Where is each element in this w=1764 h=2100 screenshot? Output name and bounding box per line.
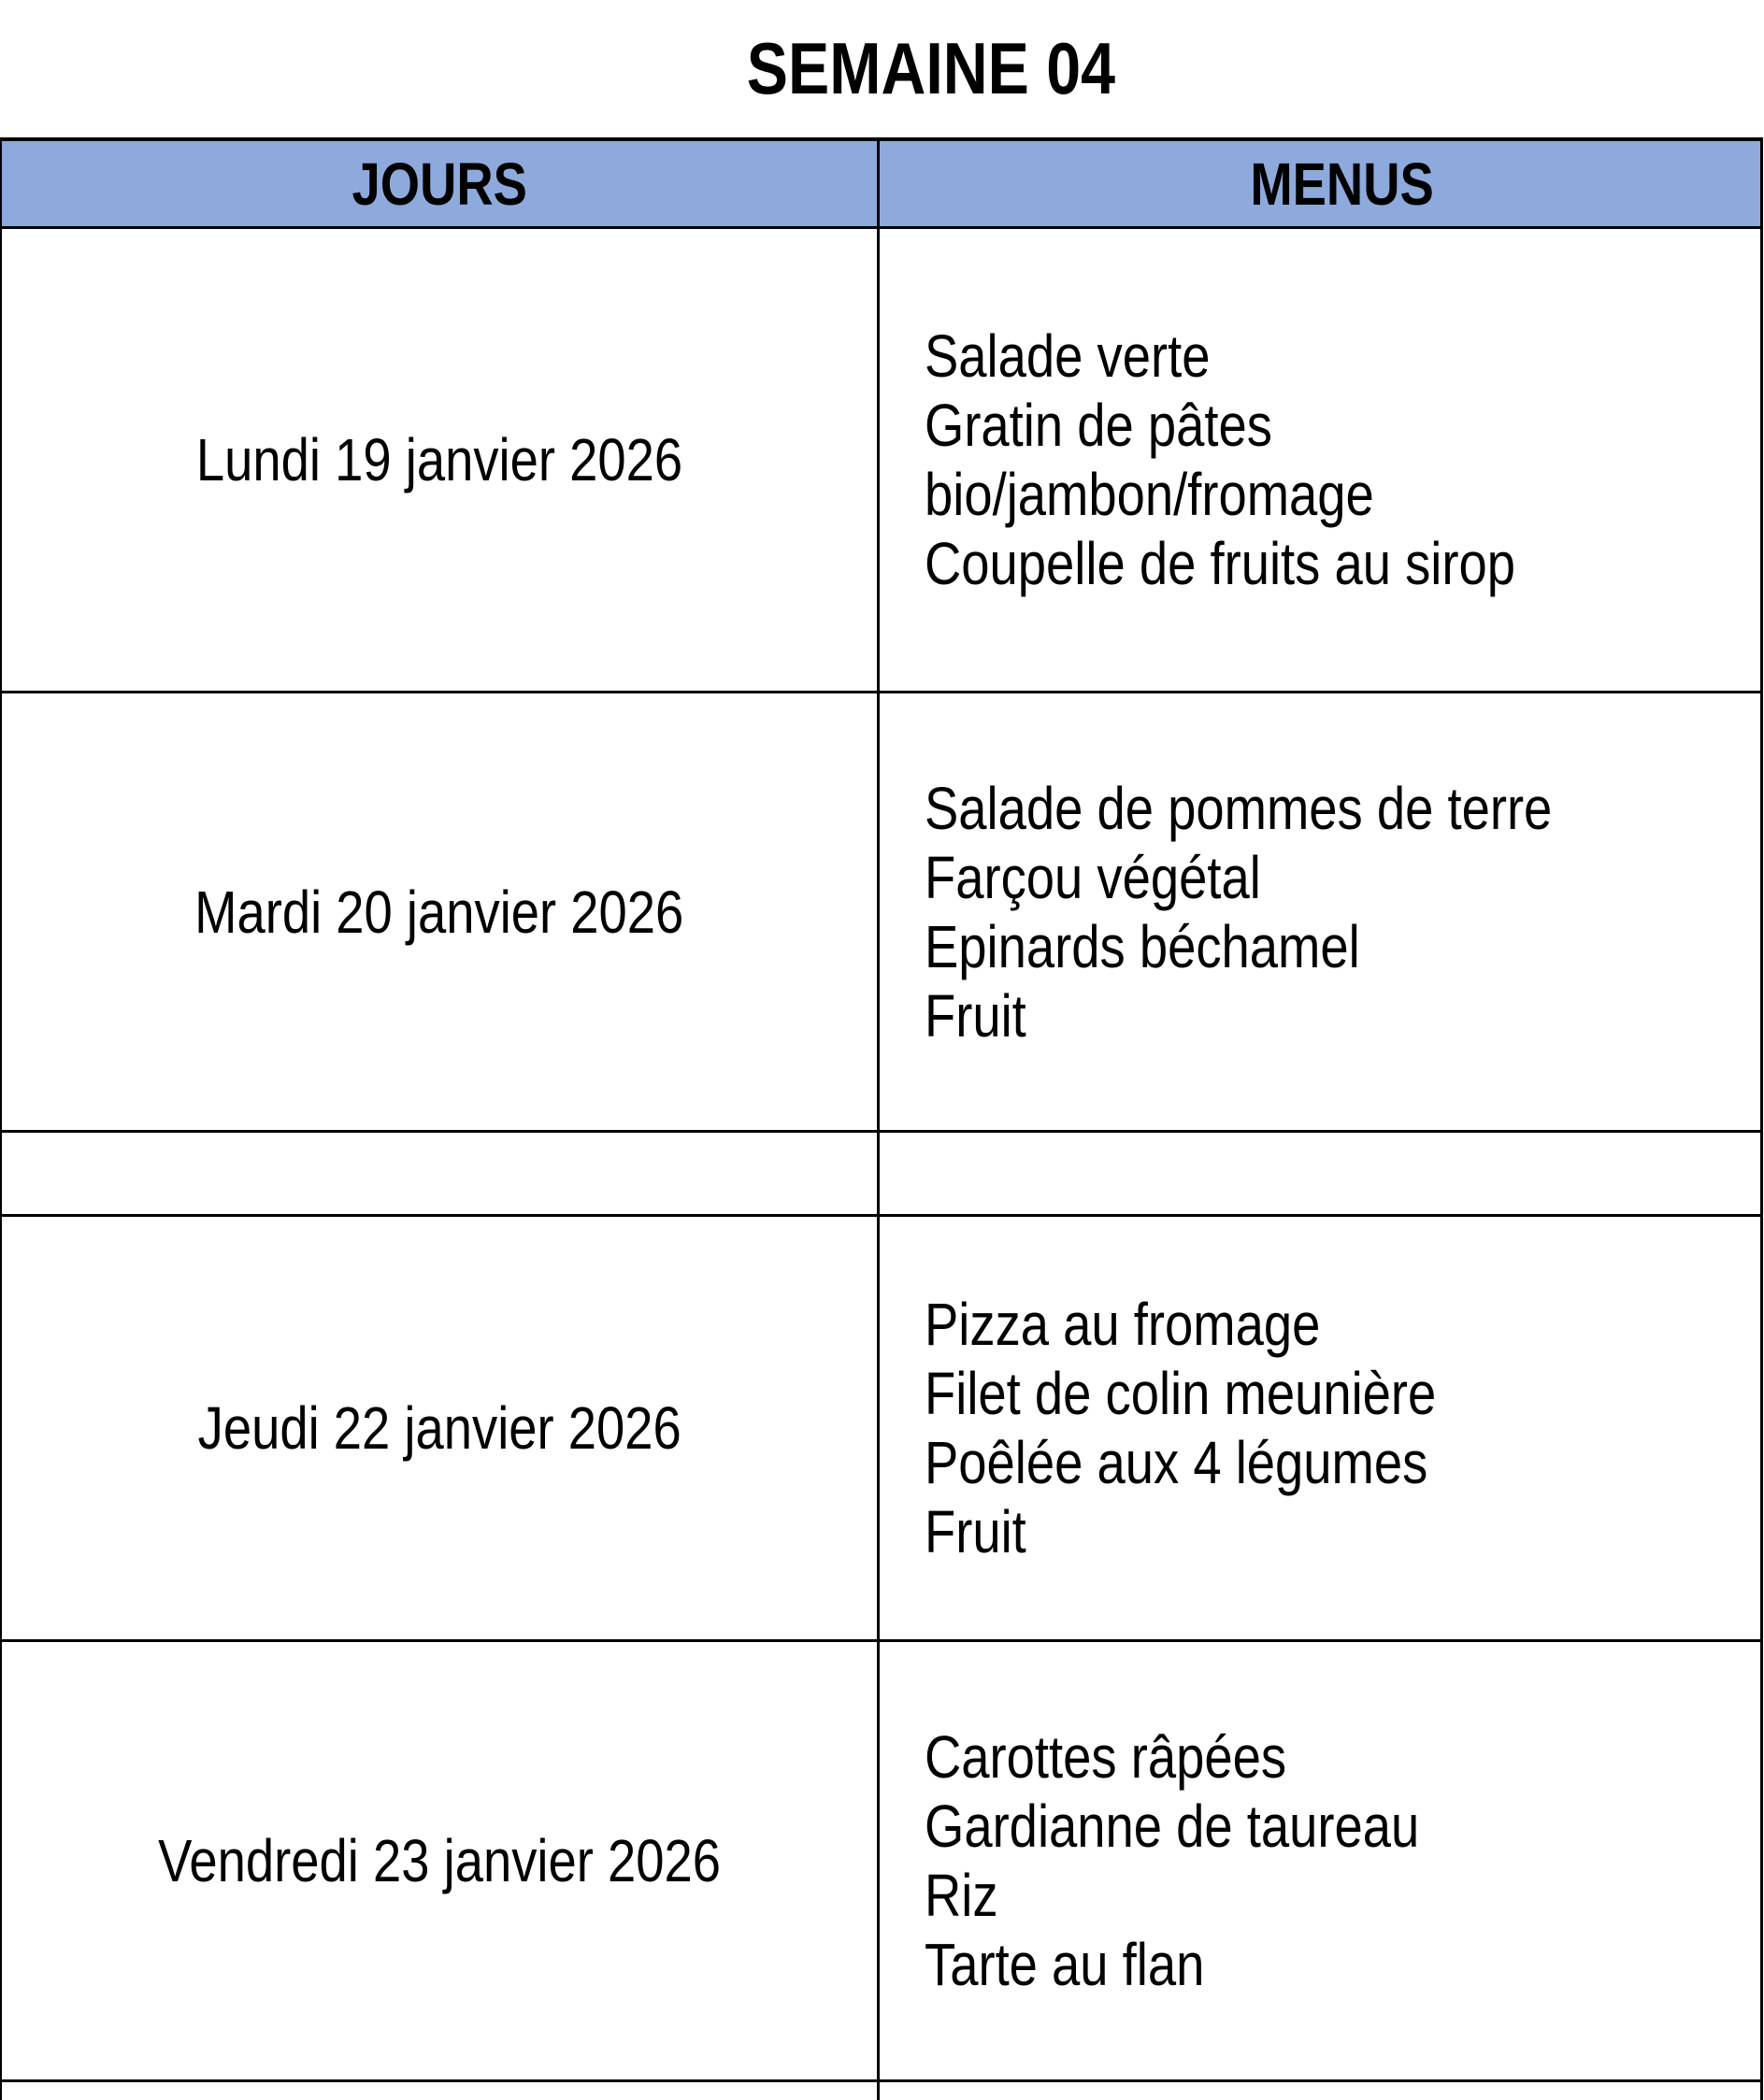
menu-item: Carottes râpées (925, 1723, 1287, 1791)
day-cell (2, 1642, 880, 2079)
menu-item: Filet de colin meunière (925, 1360, 1437, 1427)
menu-item: Gardianne de taureau (925, 1793, 1420, 1860)
menu-item: Gratin de pâtes (925, 392, 1272, 459)
menu-cell (880, 693, 1760, 1130)
menu-cell (880, 1133, 1760, 1214)
menu-item: bio/jambon/fromage (925, 461, 1374, 528)
menu-item: Salade de pommes de terre (925, 774, 1553, 842)
menu-item: Riz (925, 1862, 998, 1929)
table-row (2, 2082, 1760, 2100)
menu-item: Epinards béchamel (925, 912, 1360, 980)
menu-item: Pizza au fromage (925, 1291, 1321, 1358)
header-cell-jours (2, 141, 880, 226)
header-label-jours: JOURS (351, 150, 527, 218)
day-label: Mardi 20 janvier 2026 (194, 878, 684, 946)
menu-item: Farçou végétal (925, 843, 1261, 911)
table-row (2, 229, 1760, 693)
menu-item: Tarte au flan (925, 1931, 1205, 1998)
page-title-bar (0, 0, 1764, 137)
menu-item: Fruit (925, 981, 1026, 1050)
table-row (2, 1217, 1760, 1642)
day-label: Lundi 19 janvier 2026 (195, 426, 683, 493)
menu-cell (880, 229, 1760, 691)
day-cell (2, 2082, 880, 2100)
table-row (2, 693, 1760, 1133)
menu-cell (880, 2082, 1760, 2100)
table-row (2, 1642, 1760, 2082)
menu-item: Fruit (925, 1498, 1026, 1565)
table-row (2, 1133, 1760, 1217)
day-cell (2, 1133, 880, 1214)
page-title: SEMAINE 04 (746, 27, 1115, 109)
header-label-menus: MENUS (1250, 150, 1435, 218)
menu-cell (880, 1642, 1760, 2079)
table-header-row (2, 141, 1760, 229)
weekly-menu-table (0, 137, 1763, 2100)
menu-cell (880, 1217, 1760, 1639)
menu-item: Salade verte (925, 322, 1211, 390)
menu-item: Coupelle de fruits au sirop (925, 530, 1516, 597)
menu-item: Poêlée aux 4 légumes (925, 1429, 1428, 1496)
day-label: Vendredi 23 janvier 2026 (158, 1827, 721, 1894)
day-cell (2, 229, 880, 691)
day-label: Jeudi 22 janvier 2026 (197, 1394, 681, 1462)
day-cell (2, 1217, 880, 1639)
header-cell-menus (880, 141, 1760, 226)
day-cell (2, 693, 880, 1130)
